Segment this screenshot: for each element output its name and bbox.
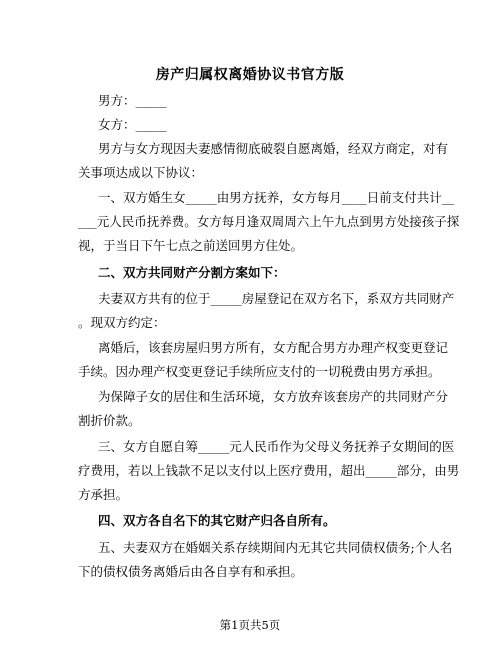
page-number-footer: 第1页共5页: [219, 618, 281, 632]
section2-para1-line-2: 。现双方约定：: [78, 315, 166, 330]
section5-line-1: 五、夫妻双方在婚姻关系存续期间内无其它共同债权债务;个人名: [98, 540, 453, 555]
section2-para3-line-2: 割折价款。: [78, 413, 141, 428]
document-title: 房产归属权离婚协议书官方版: [155, 67, 345, 83]
section3-line-3: 方承担。: [78, 487, 129, 502]
section5-line-2: 下的债权债务离婚后由各自享有和承担。: [78, 564, 304, 579]
intro-line-1: 男方与女方现因夫妻感情彻底破裂自愿离婚，经双方商定，对有: [98, 141, 449, 156]
section2-para1-line-1: 夫妻双方共有的位于_____房屋登记在双方名下，系双方共同财产: [98, 291, 455, 306]
section2-para3-line-1: 为保障子女的居住和生活环境，女方放弃该套房产的共同财产分: [98, 389, 449, 404]
section3-line-1: 三、女方自愿自筹_____元人民币作为父母义务抚养子女期间的医: [98, 439, 455, 454]
section1-line-3: 视，于当日下午七点之前送回男方住处。: [78, 238, 304, 253]
section3-line-2: 疗费用，若以上钱款不足以支付以上医疗费用，超出_____部分，由男: [78, 463, 460, 478]
male-party-line: 男方：_____: [98, 93, 167, 108]
section2-heading: 二、双方共同财产分割方案如下：: [98, 265, 286, 280]
section1-line-1: 一、双方婚生女_____由男方抚养，女方每月____日前支付共计__: [98, 190, 455, 205]
section2-para2-line-2: 手续。因办理产权变更登记手续所应支付的一切税费由男方承担。: [78, 364, 441, 379]
section2-para2-line-1: 离婚后，该套房屋归男方所有，女方配合男方办理产权变更登记: [98, 340, 449, 355]
female-party-line: 女方：_____: [98, 117, 167, 132]
section4-heading: 四、双方各自名下的其它财产归各自所有。: [98, 513, 336, 528]
section1-line-2: ___元人民币抚养费。女方每月逢双周周六上午九点到男方处接孩子探: [78, 214, 460, 229]
intro-line-2: 关事项达成以下协议：: [78, 165, 204, 180]
